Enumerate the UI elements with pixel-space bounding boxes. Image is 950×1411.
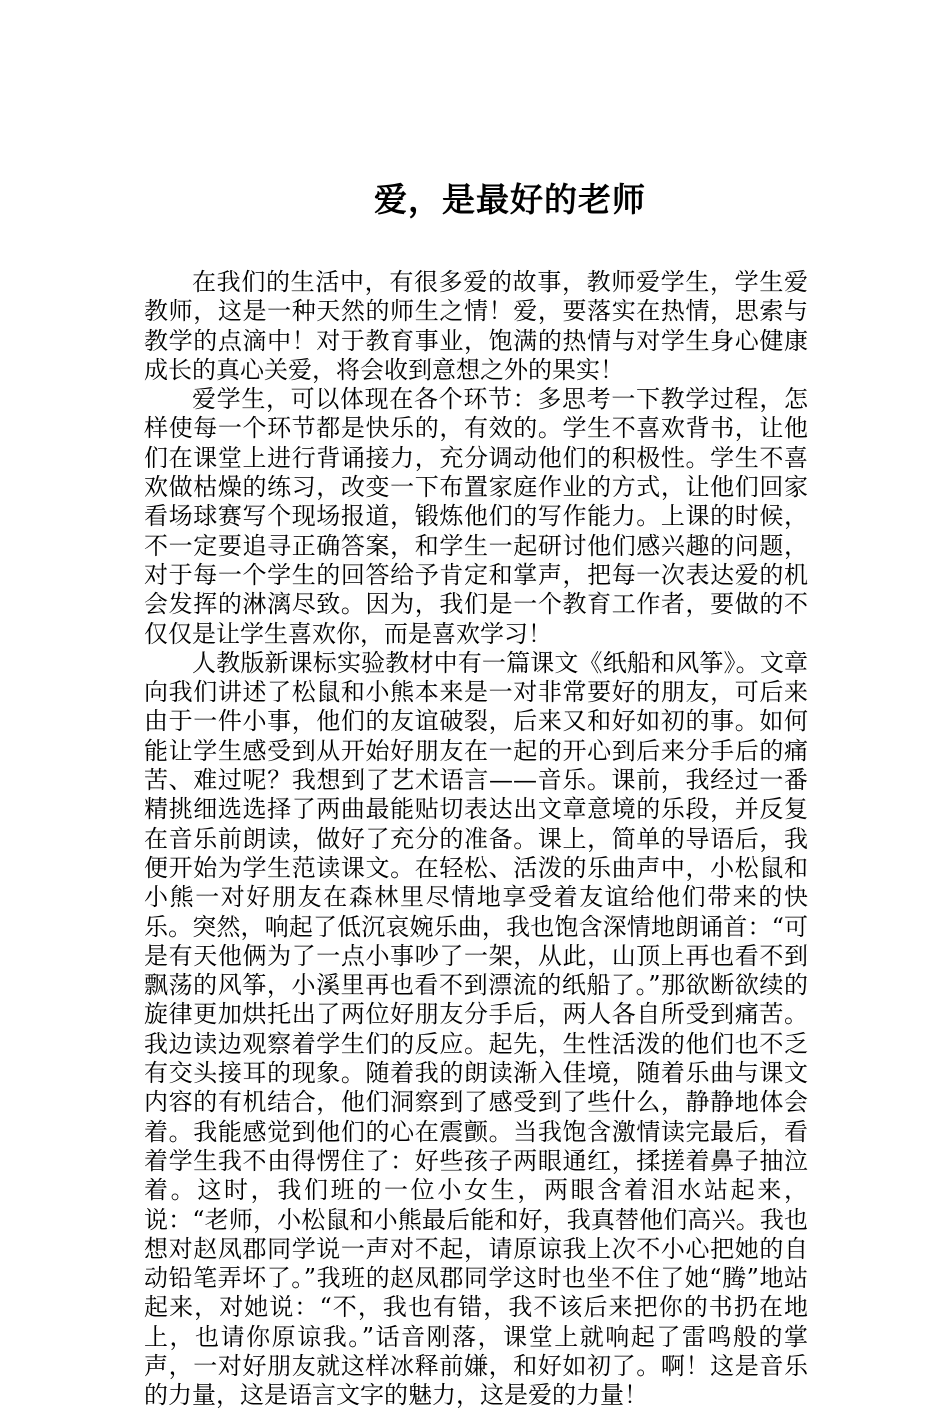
document-title: 爱，是最好的老师 xyxy=(374,180,646,219)
document-body xyxy=(144,268,808,1411)
paragraph-1: 在我们的生活中，有很多爱的故事，教师爱学生，学生爱教师，这是一种天然的师生之情！爱，要落实在热情，思索与教学的点滴中！对于教育事业，饱满的热情与对学生身心健康成长的真心关爱，将会收到意想之外的果实！ xyxy=(144,268,808,384)
paragraph-3: 人教版新课标实验教材中有一篇课文《纸船和风筝》。文章向我们讲述了松鼠和小熊本来是一对非常要好的朋友，可后来由于一件小事，他们的友谊破裂，后来又和好如初的事。如何能让学生感受到从开始好朋友在一起的开心到后来分手后的痛苦、难过呢？我想到了艺术语言——音乐。课前，我经过一番精挑细选选择了两曲最能贴切表达出文章意境的乐段，并反复在音乐前朗读，做好了充分的准备。课上，简单的导语后，我便开始为学生范读课文。在轻松、活泼的乐曲声中，小松鼠和小熊一对好朋友在森林里尽情地享受着友谊给他们带来的快乐。突然，响起了低沉哀婉乐曲，我也饱含深情地朗诵首：“可是有天他俩为了一点小事吵了一架，从此，山顶上再也看不到飘荡的风筝，小溪里再也看不到漂流的纸船了。”那欲断欲续的旋律更加烘托出了两位好朋友分手后，两人各自所受到痛苦。我边读边观察着学生们的反应。起先，生性活泼的他们也不乏有交头接耳的现象。随着我的朗读渐入佳境，随着乐曲与课文内容的有机结合，他们洞察到了感受到了些什么，静静地体会着。我能感觉到他们的心在震颤。当我饱含激情读完最后，看着学生我不由得愣住了：好些孩子两眼通红，揉搓着鼻子抽泣着。这时，我们班的一位小女生，两眼含着泪水站起来，说：“老师，小松鼠和小熊最后能和好，我真替他们高兴。我也想对赵凤郡同学说一声对不起，请原谅我上次不小心把她的自动铅笔弄坏了。”我班的赵凤郡同学这时也坐不住了她“腾”地站起来，对她说：“不，我也有错，我不该后来把你的书扔在地上，也请你原谅我。”话音刚落，课堂上就响起了雷鸣般的掌声，一对好朋友就这样冰释前嫌，和好如初了。啊！这是音乐的力量，这是语言文字的魅力，这是爱的力量！ xyxy=(144,648,808,1410)
paragraph-2: 爱学生，可以体现在各个环节：多思考一下教学过程，怎样使每一个环节都是快乐的，有效的。学生不喜欢背书，让他们在课堂上进行背诵接力，充分调动他们的积极性。学生不喜欢做枯燥的练习，改变一下布置家庭作业的方式，让他们回家看场球赛写个现场报道，锻炼他们的写作能力。上课的时候，不一定要追寻正确答案，和学生一起研讨他们感兴趣的问题，对于每一个学生的回答给予肯定和掌声，把每一次表达爱的机会发挥的淋漓尽致。因为，我们是一个教育工作者，要做的不仅仅是让学生喜欢你，而是喜欢学习！ xyxy=(144,385,808,648)
